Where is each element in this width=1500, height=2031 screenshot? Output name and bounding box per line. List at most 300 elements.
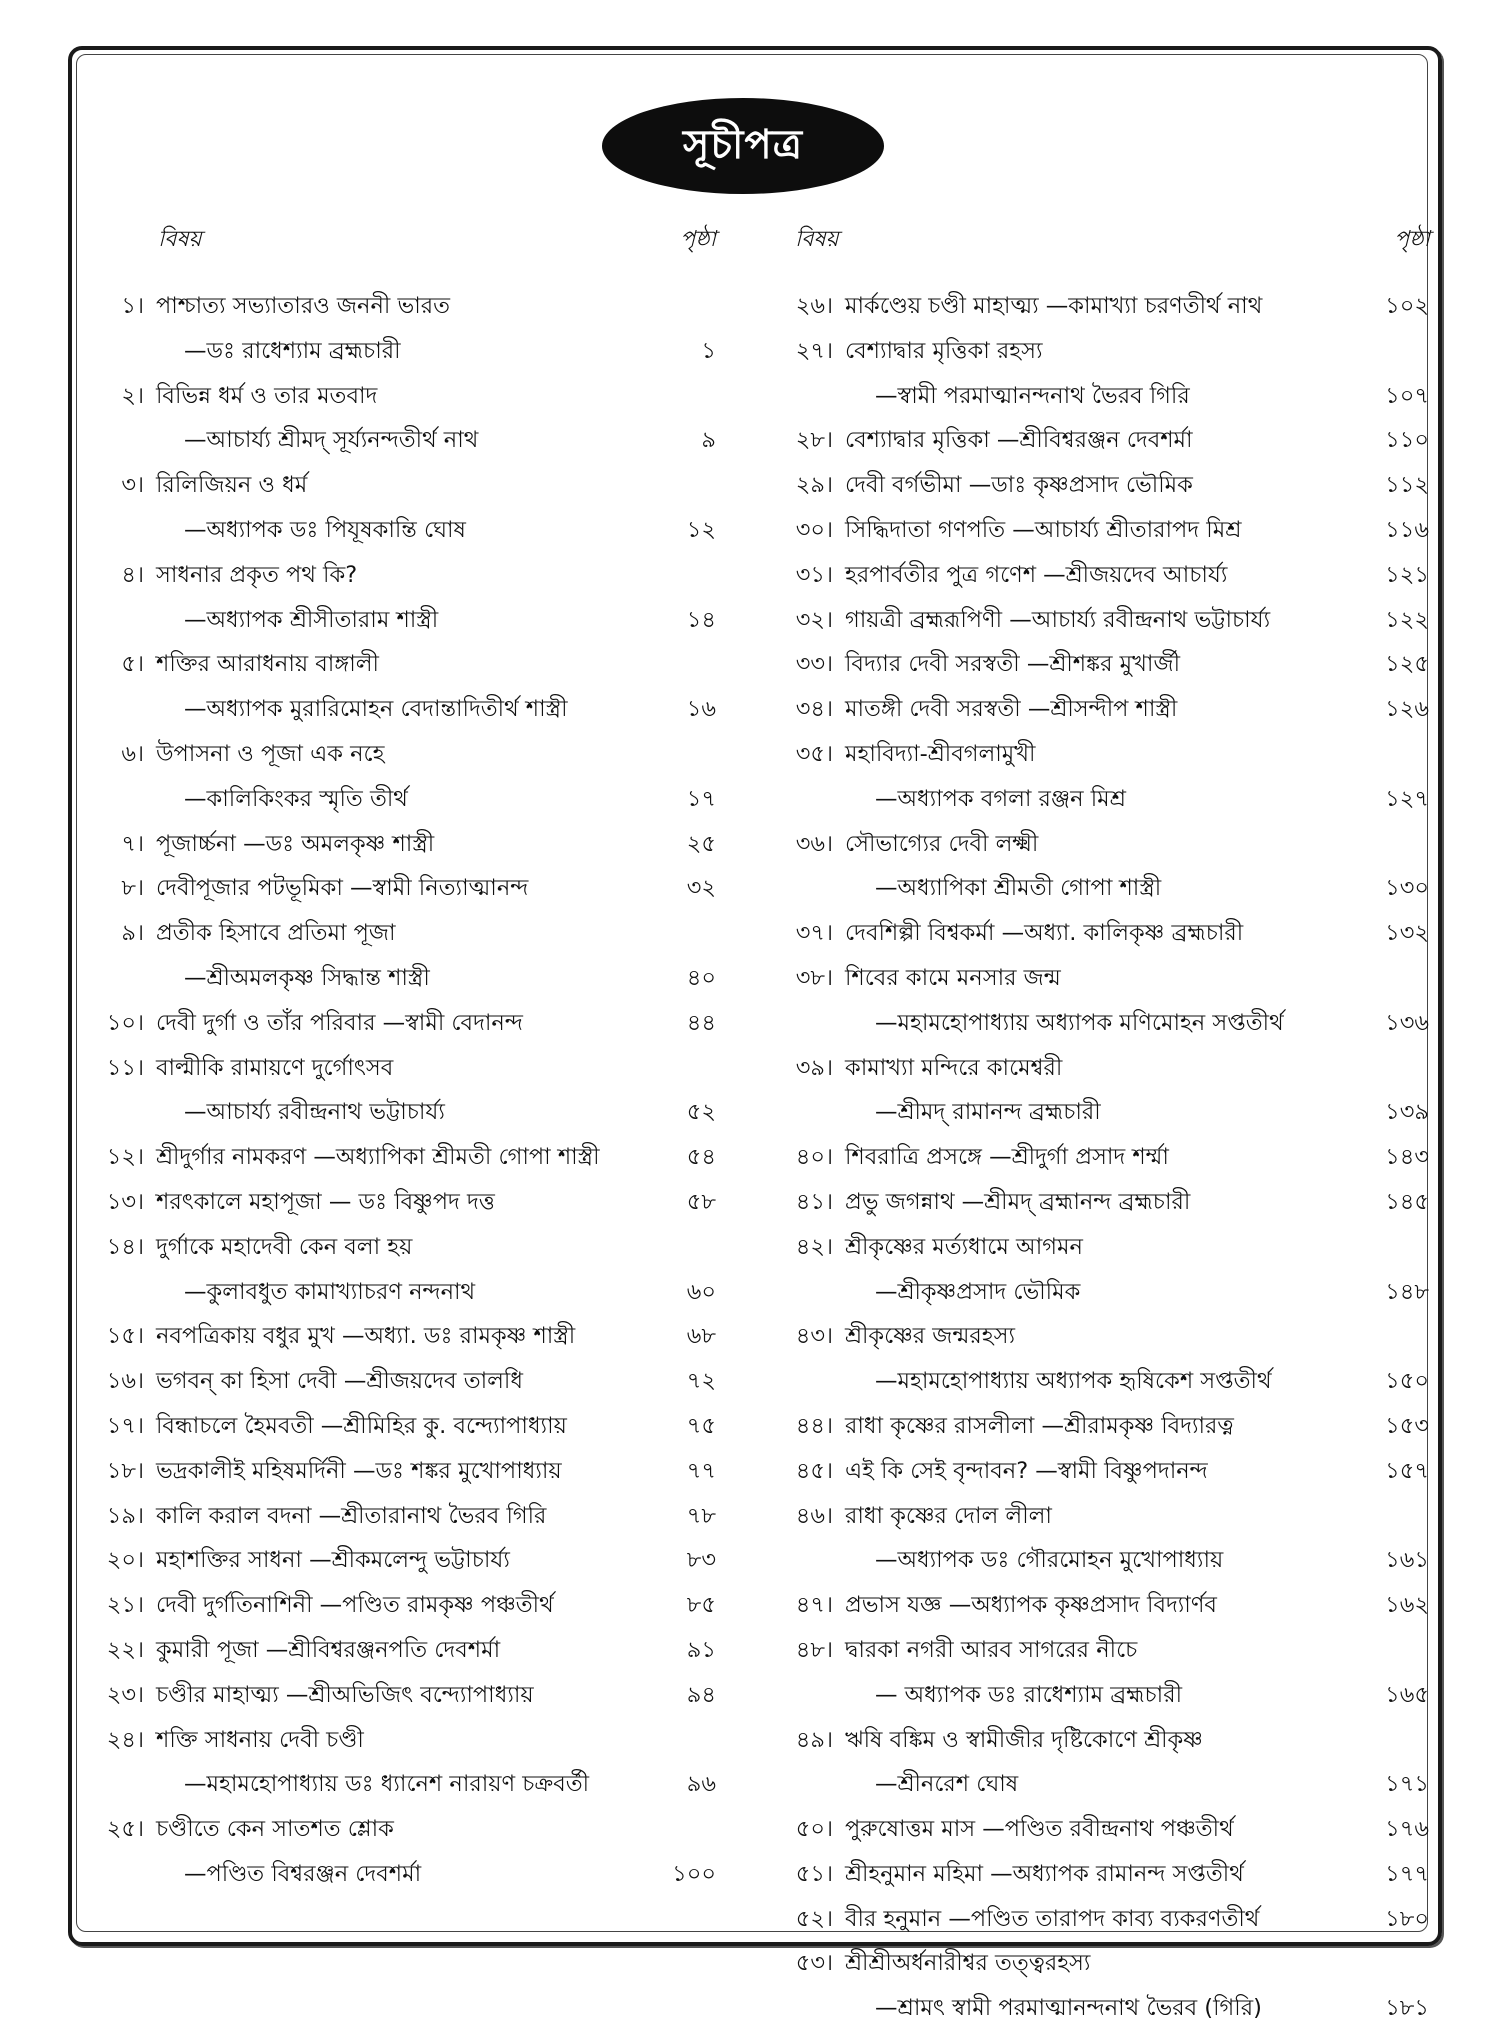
entry-author: —আচার্য্য রবীন্দ্রনাথ ভট্টাচার্য্য (184, 1099, 445, 1126)
toc-entry[interactable] (785, 1628, 1429, 1718)
toc-entry-author-line (785, 1673, 1429, 1718)
toc-entry[interactable] (785, 463, 1429, 508)
entry-number: ৫২। (795, 1905, 833, 1932)
toc-entry-title-line (86, 1673, 726, 1718)
entry-number: ৬। (121, 740, 144, 767)
toc-entry-title-line (785, 642, 1429, 687)
toc-entry[interactable] (86, 1180, 726, 1225)
toc-entry-author-line (86, 956, 726, 1001)
page-title: সূচীপত্র (602, 98, 884, 194)
entry-title: হরপার্বতীর পুত্র গণেশ —শ্রীজয়দেব আচার্য্য (845, 561, 1228, 588)
toc-entry-title-line (785, 1718, 1425, 1763)
toc-entry[interactable] (785, 508, 1429, 553)
toc-entry-title-line (785, 598, 1429, 643)
entry-title: ভগবন্ কা হিসা দেবী —শ্রীজয়দেব তালধি (156, 1368, 523, 1395)
toc-entry-title-line (785, 1807, 1429, 1852)
entry-page-number: ১৩৯ (1385, 1099, 1429, 1126)
entry-author: —শ্রামৎ স্বামী পরমাত্মানন্দনাথ ভৈরব (গিরি) (875, 1995, 1262, 2022)
entry-page-number: ১৫৩ (1385, 1412, 1429, 1439)
entry-page-number: ১৪ (686, 606, 716, 633)
entry-number: ১২। (106, 1144, 144, 1171)
entry-title: রিলিজিয়ন ও ধর্ম (156, 472, 308, 499)
entry-number: ২৭। (795, 337, 833, 364)
entry-number: ৭। (121, 830, 144, 857)
toc-entry-author-line (86, 1852, 726, 1897)
entry-number: ৩৩। (795, 651, 833, 678)
toc-entry-title-line (785, 1135, 1429, 1180)
toc-entry[interactable] (86, 822, 726, 867)
toc-entry-title-line (86, 1046, 726, 1091)
toc-entry-author-line (86, 1270, 726, 1315)
entry-number: ৩৪। (795, 696, 833, 723)
entry-title: পূজার্চ্চনা —ডঃ অমলকৃষ্ণ শাস্ত্রী (156, 830, 435, 857)
entry-author: —পণ্ডিত বিশ্বরঞ্জন দেবশর্মা (184, 1860, 422, 1887)
entry-number: ২৮। (795, 427, 833, 454)
entry-number: ৪৭। (795, 1592, 833, 1619)
entry-author: —অধ্যাপক ডঃ পিযূষকান্তি ঘোষ (184, 516, 466, 543)
entry-number: ১৮। (106, 1457, 144, 1484)
entry-number: ১৩। (106, 1188, 144, 1215)
toc-entry[interactable] (785, 642, 1429, 687)
toc-entry-author-line (785, 777, 1429, 822)
entry-title: সাধনার প্রকৃত পথ কি? (156, 561, 358, 588)
entry-title: রাধা কৃষ্ণের দোল লীলা (845, 1502, 1052, 1529)
entry-title: দ্বারকা নগরী আরব সাগরের নীচে (845, 1636, 1138, 1663)
toc-entry[interactable] (785, 822, 1429, 912)
toc-entry-author-line (86, 1762, 726, 1807)
entry-author: —কালিকিংকর স্মৃতি তীর্থ (184, 785, 408, 812)
entry-author: —স্বামী পরমাত্মানন্দনাথ ভৈরব গিরি (875, 382, 1190, 409)
entry-number: ৪২। (795, 1233, 833, 1260)
toc-entry[interactable] (86, 1449, 726, 1494)
toc-entry-title-line (86, 1180, 726, 1225)
toc-entry[interactable] (86, 1046, 726, 1136)
toc-entry-title-line (785, 1314, 1425, 1359)
toc-entry-title-line (785, 956, 1425, 1001)
entry-author: —আচার্য্য শ্রীমদ্ সূর্য্যনন্দতীর্থ নাথ (184, 427, 479, 454)
entry-number: ৩৭। (795, 920, 833, 947)
entry-number: ৪৬। (795, 1502, 833, 1529)
toc-entry-author-line (785, 1359, 1429, 1404)
entry-title: চণ্ডীতে কেন সাতশত শ্লোক (156, 1816, 394, 1843)
toc-entry-list (86, 284, 726, 1897)
toc-entry-author-line (785, 1538, 1429, 1583)
toc-entry-title-line (86, 1494, 726, 1539)
entry-page-number: ৮৩ (686, 1547, 716, 1574)
entry-title: শরৎকালে মহাপূজা — ডঃ বিষ্ণুপদ দত্ত (156, 1188, 495, 1215)
entry-number: ৩০। (795, 516, 833, 543)
entry-number: ৪৩। (795, 1323, 833, 1350)
entry-page-number: ১০৭ (1385, 382, 1429, 409)
entry-number: ৪৯। (795, 1726, 833, 1753)
toc-entry-title-line (86, 1718, 726, 1763)
toc-entry-title-line (785, 1180, 1429, 1225)
entry-page-number: ১৪৫ (1385, 1188, 1429, 1215)
toc-entry-title-line (785, 911, 1429, 956)
toc-entry[interactable] (86, 1583, 726, 1628)
entry-number: ২। (121, 382, 144, 409)
toc-entry[interactable] (785, 1314, 1429, 1404)
toc-entry[interactable] (785, 598, 1429, 643)
toc-entry-title-line (86, 374, 726, 419)
entry-number: ৩৯। (795, 1054, 833, 1081)
toc-entry[interactable] (785, 1807, 1429, 1852)
entry-title: দেবী বর্গভীমা —ডাঃ কৃষ্ণপ্রসাদ ভৌমিক (845, 472, 1193, 499)
toc-entry-title-line (785, 418, 1429, 463)
entry-title: পুরুষোত্তম মাস —পণ্ডিত রবীন্দ্রনাথ পঞ্চতীর্থ (845, 1816, 1234, 1843)
toc-entry-title-line (785, 508, 1429, 553)
entry-page-number: ১২৭ (1385, 785, 1429, 812)
entry-page-number: ৬৮ (686, 1323, 716, 1350)
entry-number: ২১। (106, 1592, 144, 1619)
entry-author: —শ্রীমদ্ রামানন্দ ব্রহ্মচারী (875, 1099, 1101, 1126)
toc-entry-author-line (86, 329, 726, 374)
entry-number: ১৪। (106, 1233, 144, 1260)
toc-entry-title-line (785, 329, 1425, 374)
entry-number: ২৯। (795, 472, 833, 499)
toc-entry[interactable] (785, 1494, 1429, 1584)
page-label: পৃষ্ঠা (680, 227, 716, 252)
toc-entry-author-line (785, 1090, 1429, 1135)
entry-author: —মহামহোপাধ্যায় ডঃ ধ্যানেশ নারায়ণ চক্রবর্তী (184, 1771, 590, 1798)
toc-entry[interactable] (86, 374, 726, 464)
entry-title: এই কি সেই বৃন্দাবন? —স্বামী বিষ্ণুপদানন্দ (845, 1457, 1208, 1484)
toc-entry[interactable] (86, 1628, 726, 1673)
entry-title: শিবের কামে মনসার জন্ম (845, 964, 1061, 991)
entry-page-number: ১০২ (1385, 293, 1429, 319)
toc-entry-author-line (86, 508, 726, 553)
toc-entry[interactable] (86, 1135, 726, 1180)
toc-entry-title-line (86, 1404, 726, 1449)
entry-page-number: ১০০ (672, 1860, 716, 1887)
entry-number: ৩। (121, 472, 144, 499)
entry-page-number: ৩২ (686, 875, 716, 902)
entry-number: ২৬। (795, 293, 833, 319)
entry-title: দেবশিল্পী বিশ্বকর্মা —অধ্যা. কালিকৃষ্ণ ব্রহ্মচারী (845, 920, 1244, 947)
entry-title: শ্রীদুর্গার নামকরণ —অধ্যাপিকা শ্রীমতী গোপা শাস্ত্রী (156, 1144, 600, 1171)
entry-number: ৩২। (795, 606, 833, 633)
toc-entry[interactable] (785, 1718, 1429, 1808)
column-header (86, 222, 726, 264)
entry-title: প্রভু জগন্নাথ —শ্রীমদ্ ব্রহ্মানন্দ ব্রহ্মচারী (845, 1188, 1191, 1215)
entry-author: —শ্রীঅমলকৃষ্ণ সিদ্ধান্ত শাস্ত্রী (184, 964, 430, 991)
entry-page-number: ৯৬ (686, 1771, 716, 1798)
entry-number: ৫। (121, 651, 144, 678)
entry-title: বীর হনুমান —পণ্ডিত তারাপদ কাব্য ব্যকরণতীর্থ (845, 1905, 1260, 1932)
entry-title: বেশ্যাদ্বার মৃত্তিকা —শ্রীবিশ্বরঞ্জন দেবশর্মা (845, 427, 1193, 454)
toc-entry[interactable] (785, 1135, 1429, 1180)
entry-title: শ্রীকৃষ্ণের মর্ত্যধামে আগমন (845, 1233, 1083, 1260)
toc-left-column (86, 222, 726, 1897)
entry-page-number: ১২১ (1385, 561, 1429, 588)
entry-number: ১৫। (106, 1323, 144, 1350)
toc-entry[interactable] (86, 1404, 726, 1449)
entry-page-number: ৫৮ (686, 1188, 716, 1215)
toc-entry-title-line (86, 1001, 726, 1046)
entry-page-number: ৭৫ (686, 1412, 716, 1439)
entry-title: সৌভাগ্যের দেবী লক্ষ্মী (845, 830, 1039, 857)
entry-author: — অধ্যাপক ডঃ রাধেশ্যাম ব্রহ্মচারী (875, 1681, 1183, 1708)
toc-entry[interactable] (86, 642, 726, 732)
entry-number: ৪০। (795, 1144, 833, 1171)
toc-entry[interactable] (86, 1673, 726, 1718)
toc-entry-author-line (86, 418, 726, 463)
entry-title: বিন্ধাচলে হৈমবতী —শ্রীমিহির কু. বন্দ্যোপাধ্যায় (156, 1412, 567, 1439)
toc-entry[interactable] (86, 911, 726, 1001)
column-header (785, 222, 1430, 264)
entry-page-number: ১৬১ (1385, 1547, 1429, 1574)
toc-entry[interactable] (785, 418, 1429, 463)
toc-entry-title-line (86, 822, 726, 867)
topic-label: বিষয় (795, 227, 839, 252)
entry-page-number: ১২২ (1385, 606, 1429, 633)
entry-number: ৪১। (795, 1188, 833, 1215)
entry-page-number: ১৫৭ (1385, 1457, 1429, 1484)
entry-page-number: ৬০ (686, 1278, 716, 1305)
toc-entry[interactable] (86, 1359, 726, 1404)
entry-title: মহাবিদ্যা-শ্রীবগলামুখী (845, 740, 1036, 767)
entry-page-number: ৯১ (686, 1636, 716, 1663)
toc-entry[interactable] (785, 956, 1429, 1046)
entry-page-number: ১৭ (686, 785, 716, 812)
toc-entry[interactable] (785, 1449, 1429, 1494)
entry-page-number: ১৬৫ (1385, 1681, 1429, 1708)
entry-title: শ্রীহনুমান মহিমা —অধ্যাপক রামানন্দ সপ্ততীর্থ (845, 1860, 1244, 1887)
toc-entry[interactable] (86, 284, 726, 374)
toc-entry-title-line (785, 732, 1425, 777)
entry-number: ৪৫। (795, 1457, 833, 1484)
entry-page-number: ১৭৭ (1385, 1860, 1429, 1887)
entry-number: ৯। (121, 920, 144, 947)
toc-entry[interactable] (86, 1807, 726, 1897)
toc-entry-author-line (785, 1270, 1429, 1315)
entry-page-number: ৫২ (686, 1099, 716, 1126)
entry-page-number: ৮৫ (686, 1592, 716, 1619)
toc-entry[interactable] (785, 911, 1429, 956)
entry-number: ৮। (121, 875, 144, 902)
entry-page-number: ২৫ (686, 830, 716, 857)
toc-entry-title-line (86, 1135, 726, 1180)
toc-entry[interactable] (785, 1225, 1429, 1315)
entry-author: —অধ্যাপক মুরারিমোহন বেদান্তাদিতীর্থ শাস্ত্রী (184, 696, 568, 723)
entry-page-number: ৫৪ (686, 1144, 716, 1171)
entry-page-number: ৯ (701, 427, 716, 454)
toc-entry-title-line (86, 1225, 726, 1270)
toc-entry-title-line (785, 1225, 1425, 1270)
entry-page-number: ৪৪ (686, 1009, 716, 1036)
entry-author: —অধ্যাপক শ্রীসীতারাম শাস্ত্রী (184, 606, 439, 633)
toc-entry-author-line (785, 1986, 1429, 2031)
toc-right-column (785, 222, 1430, 2031)
entry-page-number: ১১২ (1385, 472, 1429, 499)
toc-entry-title-line (86, 642, 726, 687)
entry-title: বেশ্যাদ্বার মৃত্তিকা রহস্য (845, 337, 1043, 364)
toc-entry-title-line (785, 284, 1429, 329)
entry-title: মার্কণ্ডেয় চণ্ডী মাহাত্ম্য —কামাখ্যা চরণতীর্থ নাথ (845, 293, 1263, 319)
entry-number: ৪৪। (795, 1412, 833, 1439)
toc-entry[interactable] (785, 284, 1429, 329)
entry-page-number: ১৩০ (1385, 875, 1429, 902)
entry-page-number: ১৫০ (1385, 1368, 1429, 1395)
entry-number: ৩৮। (795, 964, 833, 991)
entry-title: শ্রীশ্রীঅর্ধনারীশ্বর তত্ত্বরহস্য (845, 1950, 1091, 1977)
entry-number: ১০। (106, 1009, 144, 1036)
entry-number: ৫৩। (795, 1950, 833, 1977)
entry-page-number: ১৭১ (1385, 1771, 1429, 1798)
entry-title: বিদ্যার দেবী সরস্বতী —শ্রীশঙ্কর মুখার্জী (845, 651, 1181, 678)
toc-entry-title-line (86, 1314, 726, 1359)
toc-entry-title-line (86, 911, 726, 956)
toc-entry-title-line (785, 1897, 1429, 1942)
entry-number: ৩১। (795, 561, 833, 588)
entry-number: ১। (121, 293, 144, 319)
toc-entry[interactable] (785, 1046, 1429, 1136)
entry-author: —কুলাবধুত কামাখ্যাচরণ নন্দনাথ (184, 1278, 476, 1305)
toc-entry[interactable] (86, 1538, 726, 1583)
toc-entry-title-line (86, 732, 726, 777)
entry-number: ৩৬। (795, 830, 833, 857)
toc-entry-author-line (785, 866, 1429, 911)
entry-author: —অধ্যাপক ডঃ গৌরমোহন মুখোপাধ্যায় (875, 1547, 1224, 1574)
toc-entry[interactable] (785, 1941, 1429, 2031)
entry-title: দুর্গাকে মহাদেবী কেন বলা হয় (156, 1233, 413, 1260)
toc-entry-author-line (86, 1090, 726, 1135)
entry-title: শক্তির আরাধনায় বাঙ্গালী (156, 651, 379, 678)
entry-page-number: ৭৮ (686, 1502, 716, 1529)
entry-title: চণ্ডীর মাহাত্ম্য —শ্রীঅভিজিৎ বন্দ্যোপাধ্যায় (156, 1681, 534, 1708)
entry-page-number: ১২৫ (1385, 651, 1429, 678)
entry-number: ১৬। (106, 1368, 144, 1395)
toc-entry-author-line (785, 1001, 1429, 1046)
page-label: পৃষ্ঠা (1394, 227, 1430, 252)
toc-entry[interactable] (785, 553, 1429, 598)
toc-entry[interactable] (785, 329, 1429, 419)
toc-entry[interactable] (86, 553, 726, 643)
toc-entry[interactable] (785, 1897, 1429, 1942)
entry-author: —অধ্যাপিকা শ্রীমতী গোপা শাস্ত্রী (875, 875, 1162, 902)
toc-entry-list (785, 284, 1429, 2031)
entry-page-number: ১৩৬ (1385, 1009, 1429, 1036)
entry-title: শিবরাত্রি প্রসঙ্গে —শ্রীদুর্গা প্রসাদ শর্ম্মা (845, 1144, 1169, 1171)
entry-title: শ্রীকৃষ্ণের জন্মরহস্য (845, 1323, 1016, 1350)
entry-author: —শ্রীনরেশ ঘোষ (875, 1771, 1019, 1798)
toc-entry-author-line (785, 374, 1429, 419)
entry-page-number: ১২৬ (1385, 696, 1429, 723)
entry-number: ৪৮। (795, 1636, 833, 1663)
entry-number: ২৪। (106, 1726, 144, 1753)
toc-entry-title-line (785, 463, 1429, 508)
entry-number: ২৫। (106, 1816, 144, 1843)
entry-title: নবপত্রিকায় বধুর মুখ —অধ্যা. ডঃ রামকৃষ্ণ শাস্ত্রী (156, 1323, 576, 1350)
entry-title: উপাসনা ও পূজা এক নহে (156, 740, 385, 767)
entry-page-number: ১৭৬ (1385, 1816, 1429, 1843)
entry-page-number: ১৬২ (1385, 1592, 1429, 1619)
topic-label: বিষয় (158, 227, 202, 252)
entry-number: ২২। (106, 1636, 144, 1663)
toc-entry-title-line (86, 1628, 726, 1673)
toc-entry-title-line (785, 1941, 1425, 1986)
entry-number: ৩৫। (795, 740, 833, 767)
toc-entry[interactable] (785, 732, 1429, 822)
entry-number: ৫০। (795, 1816, 833, 1843)
entry-title: রাধা কৃষ্ণের রাসলীলা —শ্রীরামকৃষ্ণ বিদ্যারত্ন (845, 1412, 1234, 1439)
toc-entry[interactable] (86, 1314, 726, 1359)
entry-author: —মহামহোপাধ্যায় অধ্যাপক মণিমোহন সপ্ততীর্থ (875, 1009, 1284, 1036)
entry-page-number: ১১০ (1385, 427, 1429, 454)
toc-entry-title-line (785, 1404, 1429, 1449)
entry-number: ২৩। (106, 1681, 144, 1708)
toc-entry[interactable] (86, 1718, 726, 1808)
toc-entry-title-line (86, 1583, 726, 1628)
toc-entry[interactable] (86, 463, 726, 553)
entry-title: দেবী দুর্গতিনাশিনী —পণ্ডিত রামকৃষ্ণ পঞ্চতীর্থ (156, 1592, 554, 1619)
entry-number: ১৭। (106, 1412, 144, 1439)
toc-entry[interactable] (86, 1225, 726, 1315)
toc-entry[interactable] (785, 1852, 1429, 1897)
toc-entry-title-line (785, 1449, 1429, 1494)
toc-entry[interactable] (785, 687, 1429, 732)
entry-title: ঋষি বঙ্কিম ও স্বামীজীর দৃষ্টিকোণে শ্রীকৃষ্ণ (845, 1726, 1203, 1753)
entry-title: সিদ্ধিদাতা গণপতি —আচার্য্য শ্রীতারাপদ মিশ্র (845, 516, 1242, 543)
entry-page-number: ১৪৮ (1385, 1278, 1429, 1305)
entry-title: শক্তি সাধনায় দেবী চণ্ডী (156, 1726, 364, 1753)
entry-page-number: ৪০ (686, 964, 716, 991)
toc-entry-author-line (86, 777, 726, 822)
toc-entry-title-line (785, 1628, 1425, 1673)
entry-title: মহাশক্তির সাধনা —শ্রীকমলেন্দু ভট্টাচার্য্য (156, 1547, 510, 1574)
toc-entry[interactable] (785, 1404, 1429, 1449)
entry-title: বাল্মীকি রামায়ণে দুর্গোৎসব (156, 1054, 394, 1081)
toc-entry-title-line (785, 1852, 1429, 1897)
toc-entry[interactable] (86, 732, 726, 822)
entry-page-number: ৯৪ (686, 1681, 716, 1708)
entry-title: পাশ্চাত্য সভ্যাতারও জননী ভারত (156, 293, 451, 319)
toc-entry-title-line (86, 553, 726, 598)
toc-entry[interactable] (785, 1180, 1429, 1225)
entry-page-number: ৭৭ (686, 1457, 716, 1484)
entry-title: কালি করাল বদনা —শ্রীতারানাথ ভৈরব গিরি (156, 1502, 547, 1529)
entry-page-number: ১৮০ (1385, 1905, 1429, 1932)
toc-entry[interactable] (86, 1494, 726, 1539)
toc-entry-title-line (86, 1538, 726, 1583)
entry-page-number: ১৮১ (1385, 1995, 1429, 2022)
toc-entry-title-line (785, 1583, 1429, 1628)
toc-entry-title-line (86, 1449, 726, 1494)
entry-title: প্রতীক হিসাবে প্রতিমা পূজা (156, 920, 396, 947)
entry-title: কুমারী পূজা —শ্রীবিশ্বরঞ্জনপতি দেবশর্মা (156, 1636, 501, 1663)
entry-author: —অধ্যাপক বগলা রঞ্জন মিশ্র (875, 785, 1126, 812)
toc-entry[interactable] (86, 1001, 726, 1046)
entry-author: —ডঃ রাধেশ্যাম ব্রহ্মচারী (184, 337, 401, 364)
entry-page-number: ১৬ (686, 696, 716, 723)
entry-number: ৫১। (795, 1860, 833, 1887)
entry-title: গায়ত্রী ব্রহ্মরূপিণী —আচার্য্য রবীন্দ্রনাথ ভট্টাচার্য্য (845, 606, 1271, 633)
entry-title: মাতঙ্গী দেবী সরস্বতী —শ্রীসন্দীপ শাস্ত্রী (845, 696, 1178, 723)
entry-number: ২০। (106, 1547, 144, 1574)
entry-page-number: ১৪৩ (1385, 1144, 1429, 1171)
toc-entry-title-line (86, 1807, 726, 1852)
entry-page-number: ৭২ (686, 1368, 716, 1395)
entry-title: দেবীপূজার পটভূমিকা —স্বামী নিত্যাত্মানন্দ (156, 875, 529, 902)
toc-entry[interactable] (86, 866, 726, 911)
toc-entry-author-line (785, 1762, 1429, 1807)
toc-entry-title-line (785, 553, 1429, 598)
toc-entry-title-line (86, 866, 726, 911)
entry-author: —শ্রীকৃষ্ণপ্রসাদ ভৌমিক (875, 1278, 1081, 1305)
toc-entry[interactable] (785, 1583, 1429, 1628)
entry-title: ভদ্রকালীই মহিষমর্দিনী —ডঃ শঙ্কর মুখোপাধ্যায় (156, 1457, 562, 1484)
entry-title: কামাখ্যা মন্দিরে কামেশ্বরী (845, 1054, 1063, 1081)
